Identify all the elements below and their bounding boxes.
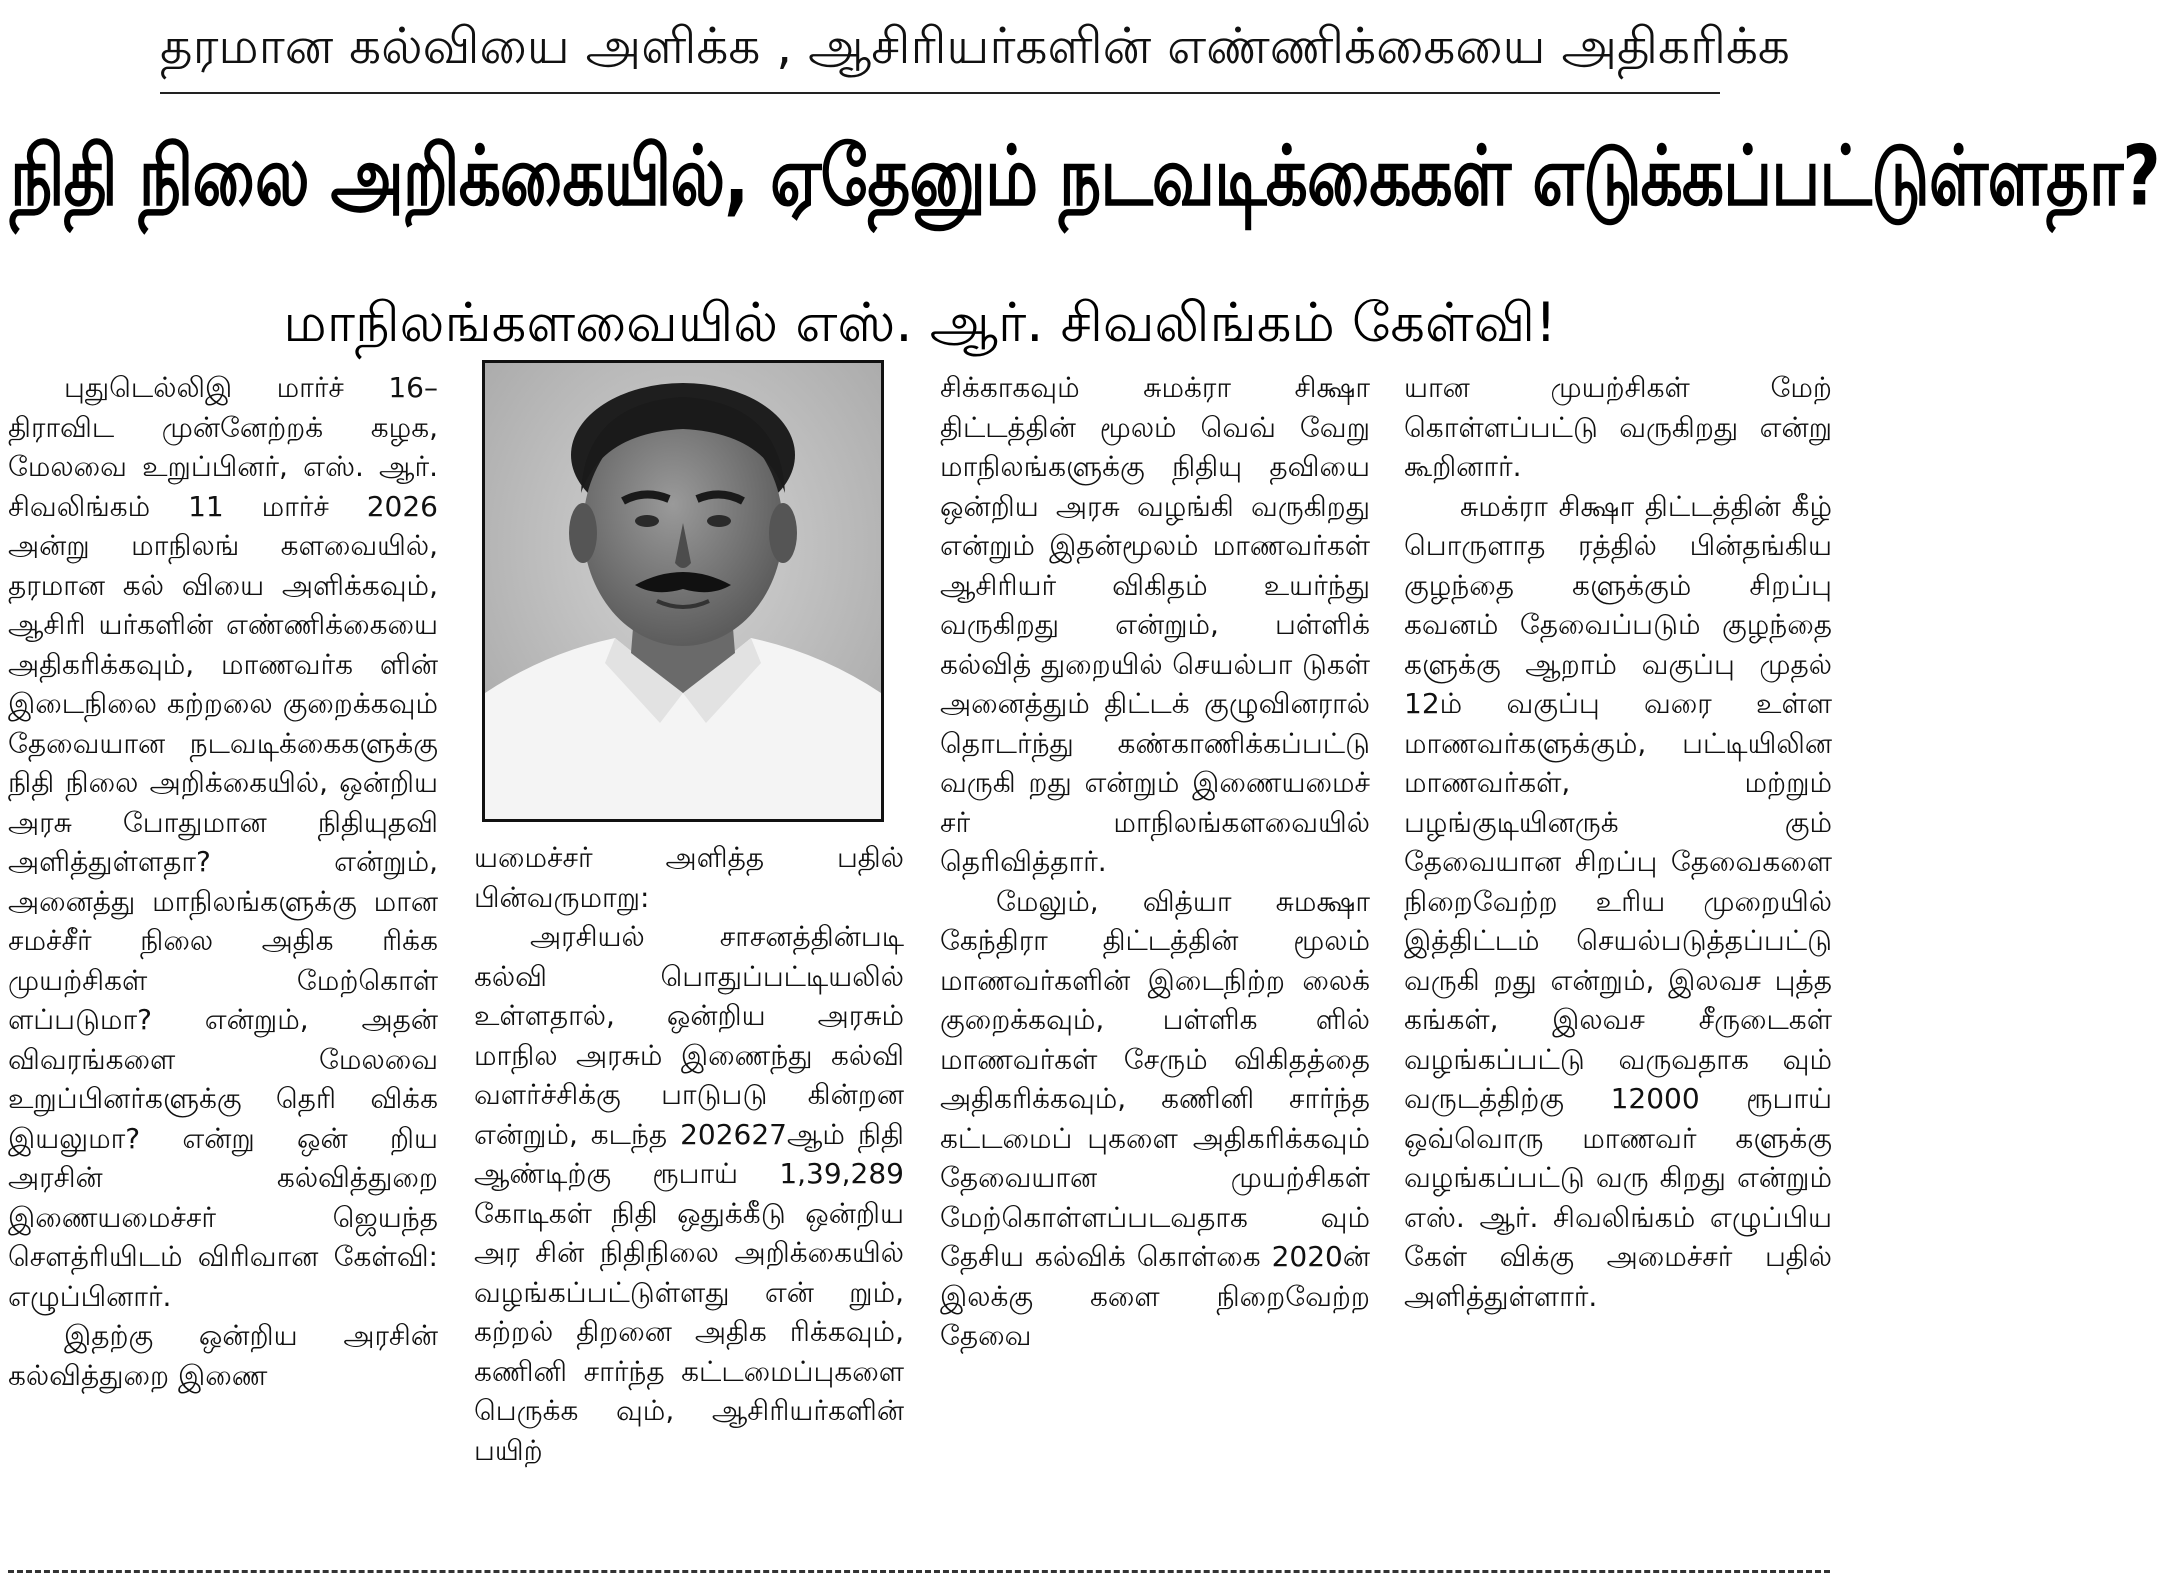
- article-column-4: [1404, 368, 1832, 1564]
- article-column-1: [8, 368, 438, 1564]
- column-3-paragraph-2: மேலும், வித்யா சுமக்ஷா கேந்திரா திட்டத்தின் மூலம் மாணவர்களின் இடைநிற்ற லைக் குறைக்கவும், பள்ளிக ளில் மாணவர்கள் சேரும் விகிதத்தை அதிகரிக்கவும், கணினி சார்ந்த கட்டமைப் புகளை அதிகரிக்கவும் தேவையான முயற்சிகள் மேற்கொள்ளப்படவதாக வும் தேசிய கல்விக் கொள்கை 2020ன் இலக்கு களை நிறைவேற்ற தேவை: [940, 884, 1370, 1352]
- column-1-paragraph-2: இதற்கு ஒன்றிய அரசின் கல்வித்துறை இணை: [8, 1319, 438, 1392]
- portrait-image: [485, 363, 881, 819]
- kicker-underline: [160, 92, 1720, 94]
- column-2-paragraph-2: அரசியல் சாசனத்தின்படி கல்வி பொதுப்பட்டியலில் உள்ளதால், ஒன்றிய அரசும் மாநில அரசும் இணைந்து கல்வி வளர்ச்சிக்கு பாடுபடு கின்றன என்றும், கடந்த 202627ஆம் நிதி ஆண்டிற்கு ரூபாய் 1,39,289 கோடிகள் நிதி ஒதுக்கீடு ஒன்றிய அர சின் நிதிநிலை அறிக்கையில் வழங்கப்பட்டுள்ளது என் றும், கற்றல் திறனை அதிக ரிக்கவும், கணினி சார்ந்த கட்டமைப்புகளை பெருக்க வும், ஆசிரியர்களின் பயிற்: [474, 920, 904, 1467]
- bottom-dashed-rule: [8, 1570, 1830, 1573]
- article-column-2: [474, 838, 904, 1564]
- column-4-paragraph-1: யான முயற்சிகள் மேற் கொள்ளப்பட்டு வருகிறது என்று கூறினார்.: [1404, 371, 1832, 483]
- portrait-photo: [482, 360, 884, 822]
- kicker-headline: தரமான கல்வியை அளிக்க , ஆசிரியர்களின் எண்ணிக்கையை அதிகரிக்க: [160, 17, 1790, 75]
- column-1-paragraph-1: புதுடெல்லிஇ மார்ச் 16– திராவிட முன்னேற்றக் கழக, மேலவை உறுப்பினர், எஸ். ஆர். சிவலிங்கம் 11 மார்ச் 2026 அன்று மாநிலங் களவையில், தரமான கல் வியை அளிக்கவும், ஆசிரி யர்களின் எண்ணிக்கையை அதிகரிக்கவும், மாணவர்க ளின் இடைநிலை கற்றலை குறைக்கவும் தேவையான நடவடிக்கைகளுக்கு நிதி நிலை அறிக்கையில், ஒன்றிய அரசு போதுமான நிதியுதவி அளித்துள்ளதா? என்றும், அனைத்து மாநிலங்களுக்கு மான சமச்சீர் நிலை அதிக ரிக்க முயற்சிகள் மேற்கொள் ளப்படுமா? என்றும், அதன் விவரங்களை மேலவை உறுப்பினர்களுக்கு தெரி விக்க இயலுமா? என்று ஒன் றிய அரசின் கல்வித்துறை இணையமைச்சர் ஜெயந்த சௌத்ரியிடம் விரிவான கேள்வி: எழுப்பினார்.: [8, 371, 438, 1313]
- main-headline: நிதி நிலை அறிக்கையில், ஏதேனும் நடவடிக்கைகள் எடுக்கப்பட்டுள்ளதா?: [10, 128, 2160, 225]
- sub-headline: மாநிலங்களவையில் எஸ். ஆர். சிவலிங்கம் கேள்வி!: [283, 291, 1557, 354]
- column-3-paragraph-1: சிக்காகவும் சுமக்ரா சிக்ஷா திட்டத்தின் மூலம் வெவ் வேறு மாநிலங்களுக்கு நிதியு தவியை ஒன்றிய அரசு வழங்கி வருகிறது என்றும் இதன்மூலம் மாணவர்கள் ஆசிரியர் விகிதம் உயர்ந்து வருகிறது என்றும், பள்ளிக் கல்வித் துறையில் செயல்பா டுகள் அனைத்தும் திட்டக் குழுவினரால் தொடர்ந்து கண்காணிக்கப்பட்டு வருகி றது என்றும் இணையமைச் சர் மாநிலங்களவையில் தெரிவித்தார்.: [940, 371, 1370, 878]
- column-4-paragraph-2: சுமக்ரா சிக்ஷா திட்டத்தின் கீழ் பொருளாத ரத்தில் பின்தங்கிய குழந்தை களுக்கும் சிறப்பு கவனம் தேவைப்படும் குழந்தை களுக்கு ஆறாம் வகுப்பு முதல் 12ம் வகுப்பு வரை உள்ள மாணவர்களுக்கும், பட்டியிலின மாணவர்கள், மற்றும் பழங்குடியினருக் கும் தேவையான சிறப்பு தேவைகளை நிறைவேற்ற உரிய முறையில் இத்திட்டம் செயல்படுத்தப்பட்டு வருகி றது என்றும், இலவச புத்த கங்கள், இலவச சீருடைகள் வழங்கப்பட்டு வருவதாக வும் வருடத்திற்கு 12000 ரூபாய் ஒவ்வொரு மாணவர் களுக்கு வழங்கப்பட்டு வரு கிறது என்றும் எஸ். ஆர். சிவலிங்கம் எழுப்பிய கேள் விக்கு அமைச்சர் பதில் அளித்துள்ளார்.: [1404, 489, 1832, 1313]
- column-2-paragraph-1: யமைச்சர் அளித்த பதில் பின்வருமாறு:: [474, 841, 904, 914]
- article-column-3: [940, 368, 1370, 1564]
